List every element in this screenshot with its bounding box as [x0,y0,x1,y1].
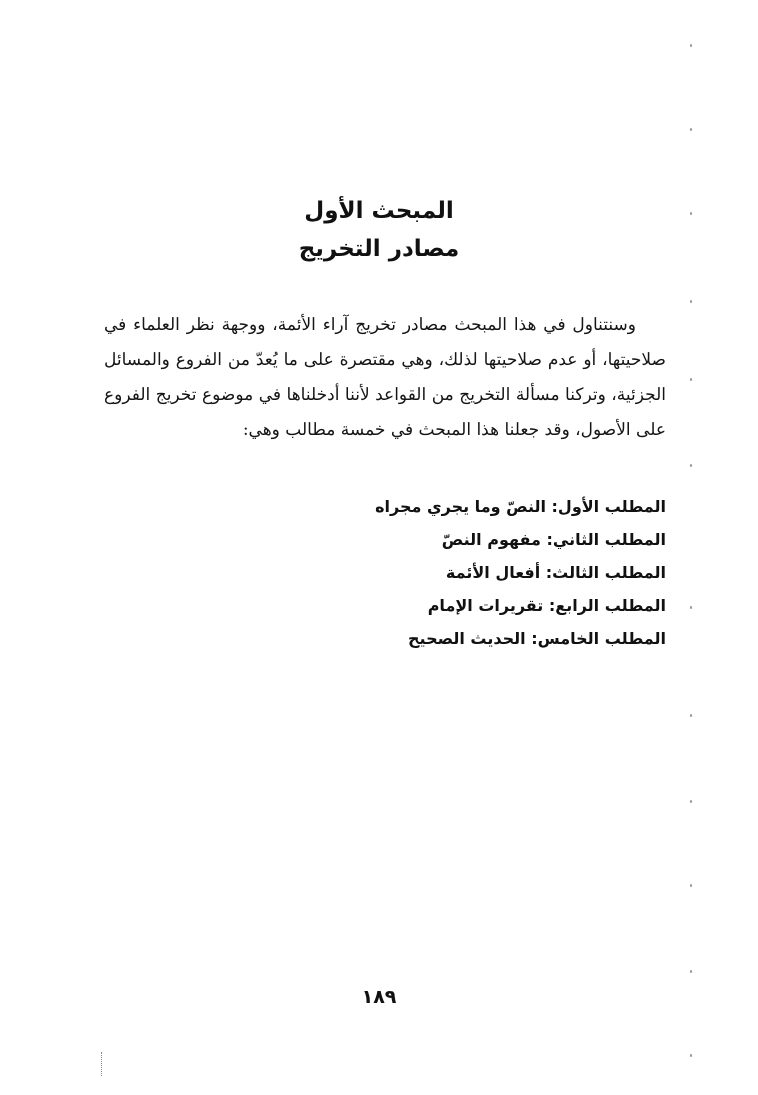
scan-dot [690,606,692,609]
scan-dot [690,800,692,803]
scan-dot [690,970,692,973]
scan-dot [690,464,692,467]
scan-dot [690,212,692,215]
scan-dot [690,44,692,47]
intro-paragraph-block [104,308,666,448]
intro-paragraph: وسنتناول في هذا المبحث مصادر تخريج آراء الأئمة، ووجهة نظر العلماء في صلاحيتها، أو عدم صلاحيتها لذلك، وهي مقتصرة على ما يُعدّ من الفروع والمسائل الجزئية، وتركنا مسألة التخريج من القواعد لأننا أدخلناها في موضوع تخريج الفروع على الأصول، وقد جعلنا هذا المبحث في خمسة مطالب وهي: [104,315,666,440]
sections-list [104,490,666,655]
section-item-3: المطلب الثالث: أفعال الأئمة [445,563,666,582]
section-item-1: المطلب الأول: النصّ وما يجري مجراه [375,497,666,516]
section-item-2: المطلب الثاني: مفهوم النصّ [441,530,666,549]
section-item-4: المطلب الرابع: تقريرات الإمام [427,596,666,615]
scan-dot [690,1054,692,1057]
scan-dot [690,128,692,131]
section-item-5: المطلب الخامس: الحديث الصحيح [408,629,666,648]
scan-dot [690,714,692,717]
scan-dot [690,884,692,887]
scan-mark [101,1052,103,1076]
scan-dot [690,378,692,381]
chapter-title: المبحث الأول [304,198,454,224]
chapter-subtitle: مصادر التخريج [298,236,460,262]
page-number: ١٨٩ [361,986,397,1008]
scan-dot [690,300,692,303]
